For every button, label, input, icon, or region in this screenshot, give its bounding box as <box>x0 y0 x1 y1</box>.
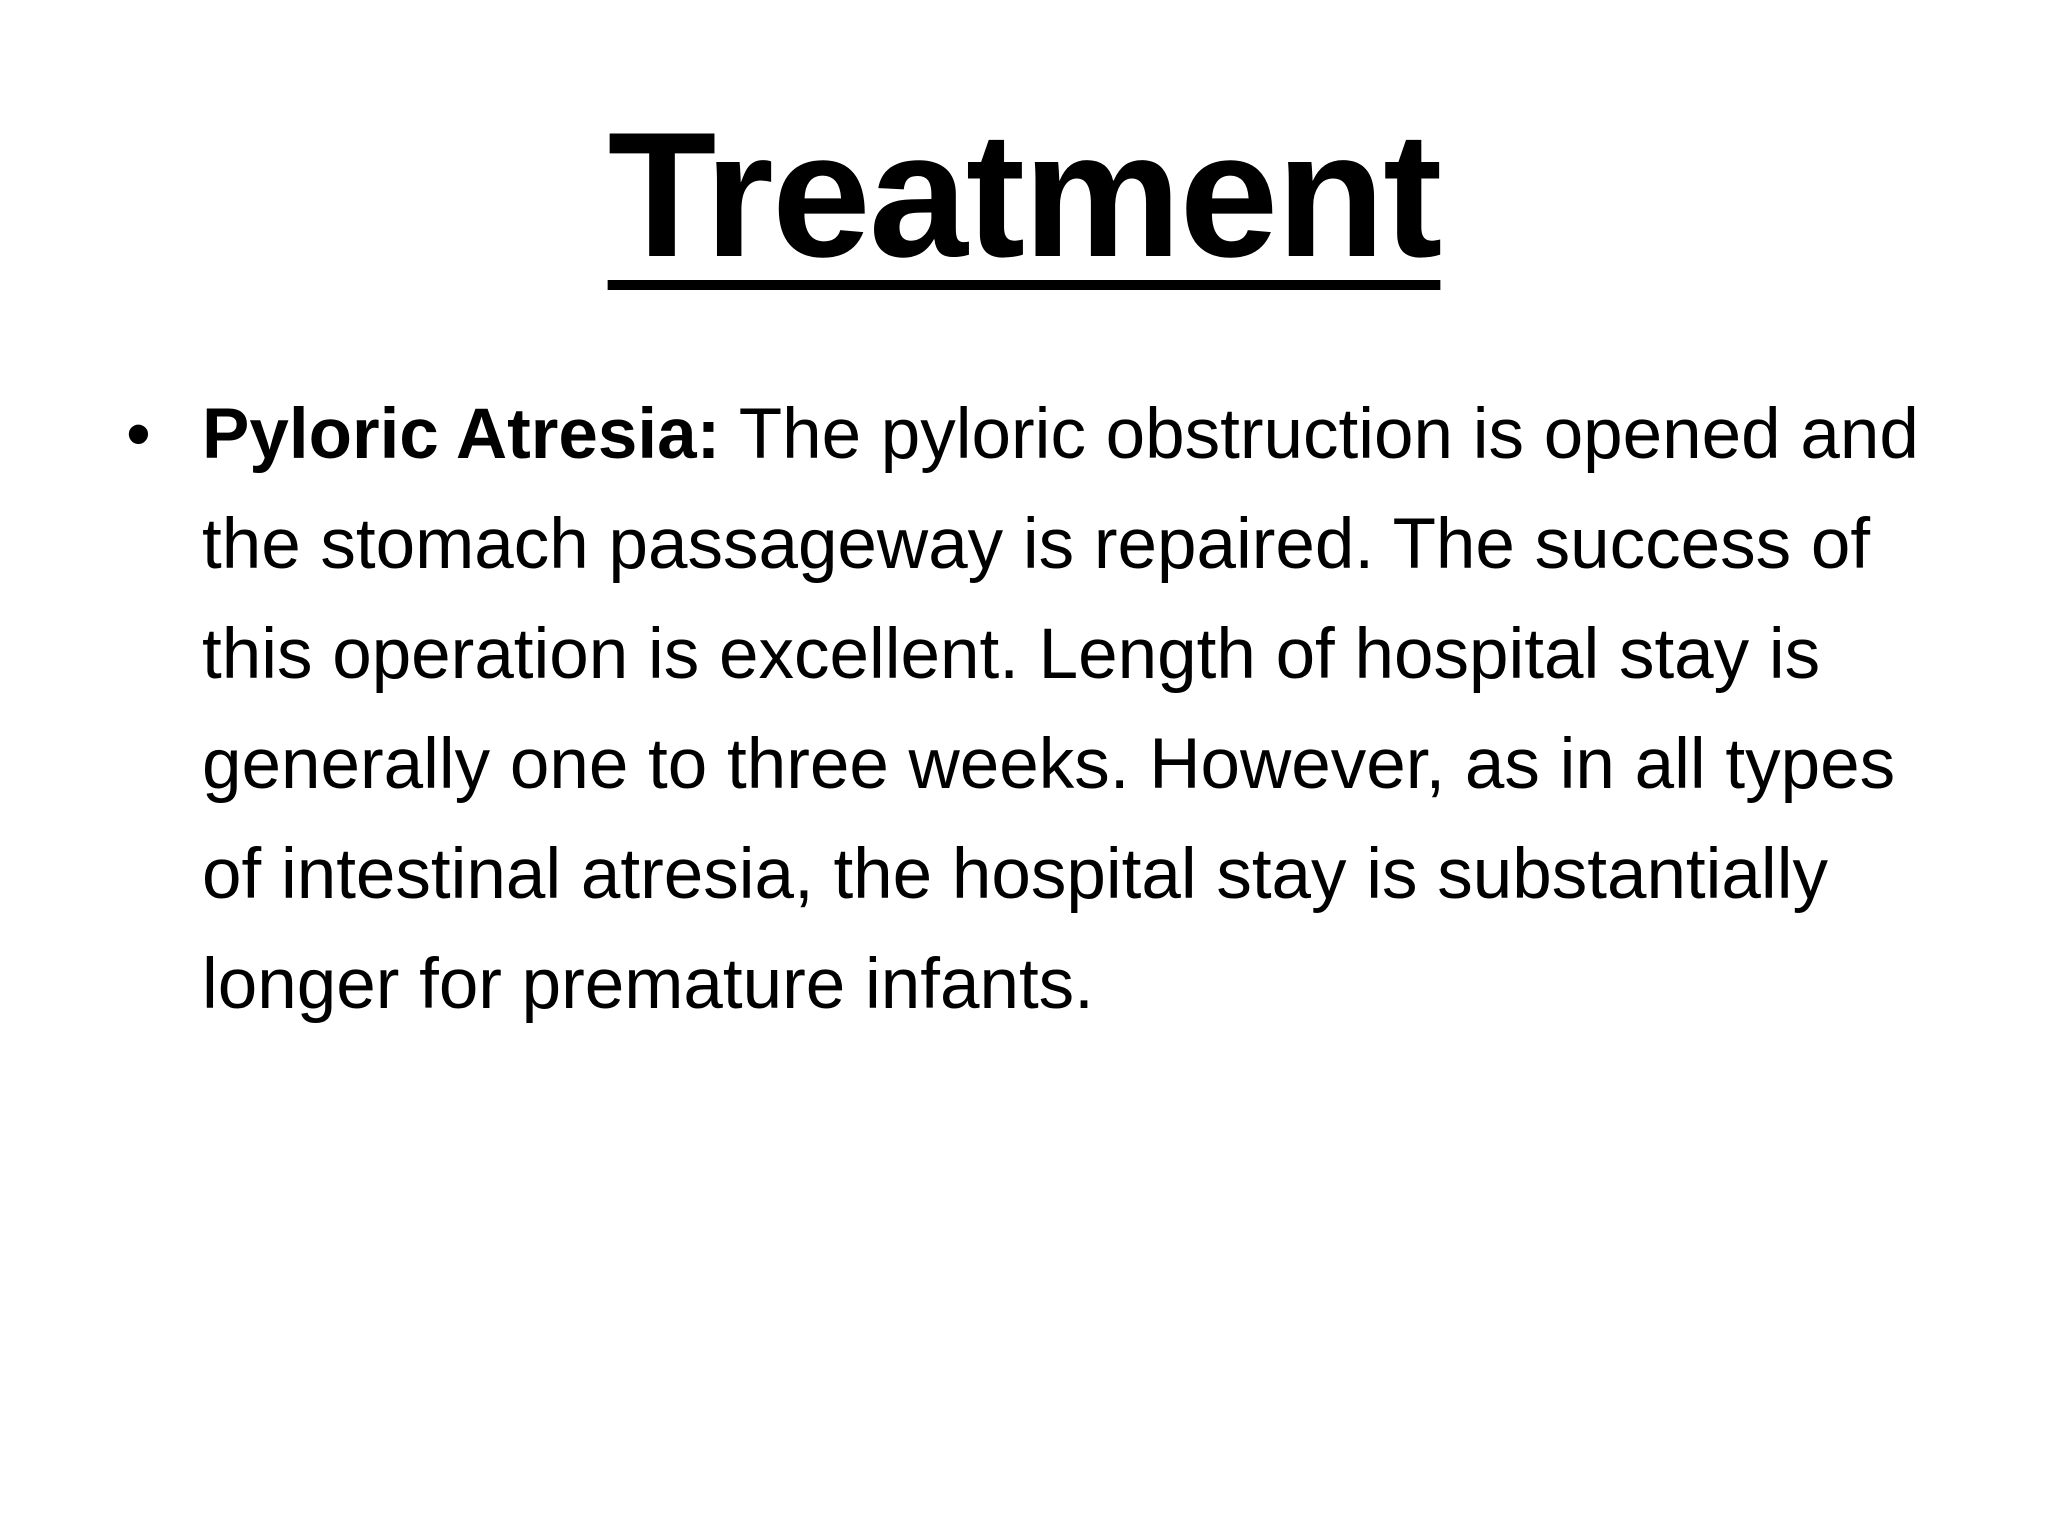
bullet-icon: • <box>126 395 151 474</box>
bullet-list <box>120 380 1920 1040</box>
slide-title: Treatment <box>607 95 1441 294</box>
bullet-text: The pyloric obstruction is opened and the stomach passageway is repaired. The success of this operation is excellent. Length of hospital stay is generally one to three weeks. However, as in all types of intestinal atresia, the hospital stay is substantially longer for premature infants. <box>202 395 1919 1024</box>
bullet-lead: Pyloric Atresia: <box>202 395 721 474</box>
bullet-item <box>120 380 1920 1040</box>
